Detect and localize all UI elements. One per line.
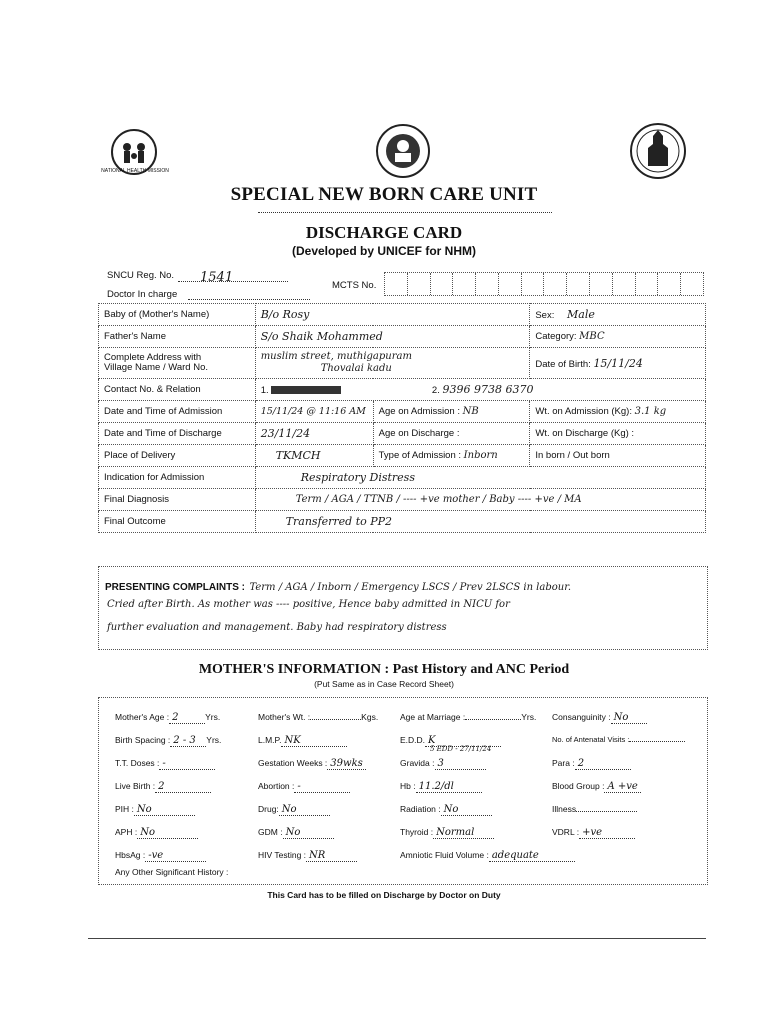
complaints-line-2: Cried after Birth. As mother was ---- positive, Hence baby admitted in NICU for [107, 599, 510, 610]
gravida-value: 3 [435, 758, 486, 770]
address-value[interactable] [255, 348, 530, 379]
sex-value: Male [567, 308, 595, 321]
developed-by: (Developed by UNICEF for NHM) [291, 244, 476, 258]
marriage-age-field[interactable] [400, 712, 536, 722]
table-row [99, 326, 706, 348]
gdm-value: No [283, 827, 334, 839]
father-label: Father's Name [99, 326, 256, 348]
amniotic-field[interactable] [400, 850, 575, 862]
table-row [99, 467, 706, 489]
marriage-age-unit: Yrs. [521, 712, 537, 722]
baby-value[interactable]: B/o Rosy [255, 304, 530, 326]
admission-dt-value[interactable]: 15/11/24 @ 11:16 AM [255, 401, 373, 423]
amniotic-label: Amniotic Fluid Volume : [400, 850, 489, 860]
gdm-label: GDM : [258, 827, 283, 837]
footer-note: This Card has to be filled on Discharge by Doctor on Duty [267, 890, 501, 900]
live-birth-value: 2 [155, 781, 211, 793]
contact-2-prefix: 2. [431, 385, 440, 396]
mother-wt-value [310, 719, 361, 720]
illness-field[interactable] [552, 804, 637, 814]
hbsag-field[interactable] [115, 850, 206, 862]
vdrl-value: +ve [579, 827, 635, 839]
category-cell[interactable] [530, 326, 706, 348]
discharge-dt-label: Date and Time of Discharge [99, 423, 256, 445]
contact-label: Contact No. & Relation [99, 379, 256, 401]
age-discharge-label[interactable]: Age on Discharge : [373, 423, 530, 445]
gravida-field[interactable] [400, 758, 486, 770]
age-admission-value: NB [462, 406, 479, 417]
bottom-rule [88, 938, 706, 939]
edd-value: K [425, 735, 501, 747]
category-label: Category: [535, 331, 577, 342]
mcts-label: MCTS No. [332, 280, 377, 291]
mother-wt-label: Mother's Wt. : [258, 712, 311, 722]
consang-label: Consanguinity : [552, 712, 611, 722]
address-label-line-2: Village Name / Ward No. [104, 362, 209, 373]
antenatal-value [629, 741, 685, 742]
diagnosis-label: Final Diagnosis [99, 489, 256, 511]
gest-value: 39wks [327, 758, 365, 770]
spacing-field[interactable] [115, 735, 221, 747]
para-label: Para : [552, 758, 575, 768]
drug-field[interactable] [258, 804, 330, 816]
type-admission-cell[interactable] [373, 445, 530, 467]
wt-admission-value: 3.1 kg [634, 406, 667, 417]
spacing-label: Birth Spacing : [115, 735, 171, 745]
aph-value: No [137, 827, 198, 839]
radiation-value: No [441, 804, 492, 816]
lmp-label: L.M.P. [258, 735, 282, 745]
mother-wt-unit: Kgs. [361, 712, 379, 722]
antenatal-field[interactable] [552, 735, 685, 744]
thyroid-value: Normal [433, 827, 494, 839]
tt-label: T.T. Doses : [115, 758, 160, 768]
sncu-logo [368, 118, 438, 184]
mother-wt-field[interactable] [258, 712, 378, 722]
complaints-line-1: Term / AGA / Inborn / Emergency LSCS / Prev 2LSCS in labour. [249, 582, 572, 593]
place-value[interactable]: TKMCH [255, 445, 373, 467]
complaints-label: PRESENTING COMPLAINTS : [105, 582, 246, 593]
marriage-age-value [465, 719, 521, 720]
dob-value: 15/11/24 [593, 356, 643, 370]
blood-group-label: Blood Group : [552, 781, 605, 791]
vdrl-field[interactable] [552, 827, 635, 839]
nhm-logo [102, 120, 166, 184]
pih-label: PIH : [115, 804, 134, 814]
father-value[interactable]: S/o Shaik Mohammed [255, 326, 530, 348]
complaints-line-1-row [105, 577, 571, 595]
gravida-label: Gravida : [400, 758, 435, 768]
discharge-dt-value[interactable]: 23/11/24 [255, 423, 373, 445]
table-row [99, 379, 706, 401]
dob-cell[interactable] [530, 348, 706, 379]
hiv-value: NR [306, 850, 357, 862]
complaints-line-3: further evaluation and management. Baby had respiratory distress [107, 622, 447, 633]
spacing-value: 2 - 3 [170, 735, 206, 747]
mother-age-label: Mother's Age : [115, 712, 170, 722]
abortion-label: Abortion : [258, 781, 295, 791]
sncu-reg-value: 1541 [200, 270, 234, 285]
state-emblem-logo [624, 118, 692, 184]
type-admission-value: Inborn [463, 450, 498, 461]
outcome-label: Final Outcome [99, 511, 256, 533]
place-label: Place of Delivery [99, 445, 256, 467]
indication-label: Indication for Admission [99, 467, 256, 489]
hbsag-value: -ve [145, 850, 206, 862]
hiv-field[interactable] [258, 850, 357, 862]
hbsag-label: HbsAg : [115, 850, 146, 860]
edd-label: E.D.D. [400, 735, 426, 745]
patient-details-table [98, 303, 706, 533]
contact-2-value: 9396 9738 6370 [442, 383, 534, 396]
abortion-value: - [294, 781, 350, 793]
other-history-field[interactable] [115, 867, 228, 877]
live-birth-label: Live Birth : [115, 781, 156, 791]
table-row [99, 423, 706, 445]
mother-age-unit: Yrs. [205, 712, 221, 722]
baby-label: Baby of (Mother's Name) [99, 304, 256, 326]
outcome-value[interactable]: Transferred to PP2 [255, 511, 705, 533]
address-label [99, 348, 256, 379]
thyroid-field[interactable] [400, 827, 494, 839]
edd-note: 5 EDD - 27/11/24 [430, 745, 492, 753]
contact-1-prefix: 1. [260, 385, 269, 396]
diagnosis-value[interactable]: Term / AGA / TTNB / ---- +ve mother / Baby ---- +ve / MA [255, 489, 705, 511]
para-field[interactable] [552, 758, 631, 770]
hb-field[interactable] [400, 781, 482, 793]
address-value-line-1: muslim street, muthigapuram [260, 351, 412, 362]
live-birth-field[interactable] [115, 781, 211, 793]
contact-1-redacted [271, 386, 341, 394]
dob-label: Date of Birth: [535, 358, 591, 370]
hb-label: Hb : [400, 781, 416, 791]
thyroid-label: Thyroid : [400, 827, 434, 837]
category-value: MBC [579, 331, 605, 342]
indication-value[interactable]: Respiratory Distress [255, 467, 705, 489]
doctor-field[interactable] [188, 289, 310, 300]
pih-field[interactable] [115, 804, 195, 816]
contact-cell[interactable] [255, 379, 705, 401]
tt-field[interactable] [115, 758, 215, 770]
other-history-label: Any Other Significant History : [115, 867, 229, 877]
wt-admission-label: Wt. on Admission (Kg): [535, 406, 632, 417]
drug-label: Drug: [258, 804, 279, 814]
aph-label: APH : [115, 827, 138, 837]
para-value: 2 [575, 758, 631, 770]
page-title: SPECIAL NEW BORN CARE UNIT [230, 184, 538, 205]
complaints-box[interactable] [98, 566, 708, 650]
doctor-label: Doctor In charge [107, 289, 178, 300]
inborn-outborn[interactable]: In born / Out born [530, 445, 706, 467]
address-label-line-1: Complete Address with [104, 352, 202, 363]
aph-field[interactable] [115, 827, 198, 839]
antenatal-label: No. of Antenatal Visits : [552, 735, 630, 744]
table-row [99, 401, 706, 423]
illness-label: Illness [552, 804, 577, 814]
card-title: DISCHARGE CARD [305, 223, 463, 242]
title-dotted-rule [258, 212, 552, 213]
lmp-value: NK [281, 735, 347, 747]
consang-value: No [611, 712, 647, 724]
radiation-field[interactable] [400, 804, 492, 816]
table-row [99, 489, 706, 511]
sex-label: Sex: [535, 310, 555, 321]
blood-group-value: A +ve [604, 781, 640, 793]
vdrl-label: VDRL : [552, 827, 580, 837]
abortion-field[interactable] [258, 781, 350, 793]
pih-value: No [134, 804, 195, 816]
table-row [99, 511, 706, 533]
sncu-reg-label: SNCU Reg. No. [107, 270, 175, 281]
mother-age-field[interactable] [115, 712, 220, 724]
amniotic-value: adequate [489, 850, 575, 862]
gest-field[interactable] [258, 758, 366, 770]
table-row [99, 445, 706, 467]
mother-age-value: 2 [169, 712, 205, 724]
blood-group-field[interactable] [552, 781, 641, 793]
gdm-field[interactable] [258, 827, 334, 839]
hb-value: 11.2/dl [416, 781, 482, 793]
sncu-reg-field[interactable] [178, 268, 288, 285]
drug-value: No [279, 804, 330, 816]
gest-label: Gestation Weeks : [258, 758, 328, 768]
sex-cell[interactable] [530, 304, 706, 326]
admission-dt-label: Date and Time of Admission [99, 401, 256, 423]
spacing-unit: Yrs. [206, 735, 222, 745]
consang-field[interactable] [552, 712, 647, 724]
mcts-field[interactable] [384, 272, 704, 296]
nhm-logo-text: NATIONAL HEALTH MISSION [101, 168, 169, 174]
wt-discharge-label[interactable]: Wt. on Discharge (Kg) : [530, 423, 706, 445]
type-admission-label: Type of Admission : [378, 450, 462, 461]
tt-value: - [159, 758, 215, 770]
age-admission-cell[interactable] [373, 401, 530, 423]
marriage-age-label: Age at Marriage : [400, 712, 466, 722]
mother-section-subtitle: (Put Same as in Case Record Sheet) [314, 679, 454, 689]
wt-admission-cell[interactable] [530, 401, 706, 423]
table-row [99, 348, 706, 379]
age-admission-label: Age on Admission : [378, 406, 460, 417]
table-row [99, 304, 706, 326]
address-value-line-2: Thovalai kadu [320, 363, 392, 374]
mother-section-title: MOTHER'S INFORMATION : Past History and ANC Period [198, 662, 570, 677]
hiv-label: HIV Testing : [258, 850, 307, 860]
radiation-label: Radiation : [400, 804, 441, 814]
lmp-field[interactable] [258, 735, 347, 747]
illness-value [576, 811, 637, 812]
